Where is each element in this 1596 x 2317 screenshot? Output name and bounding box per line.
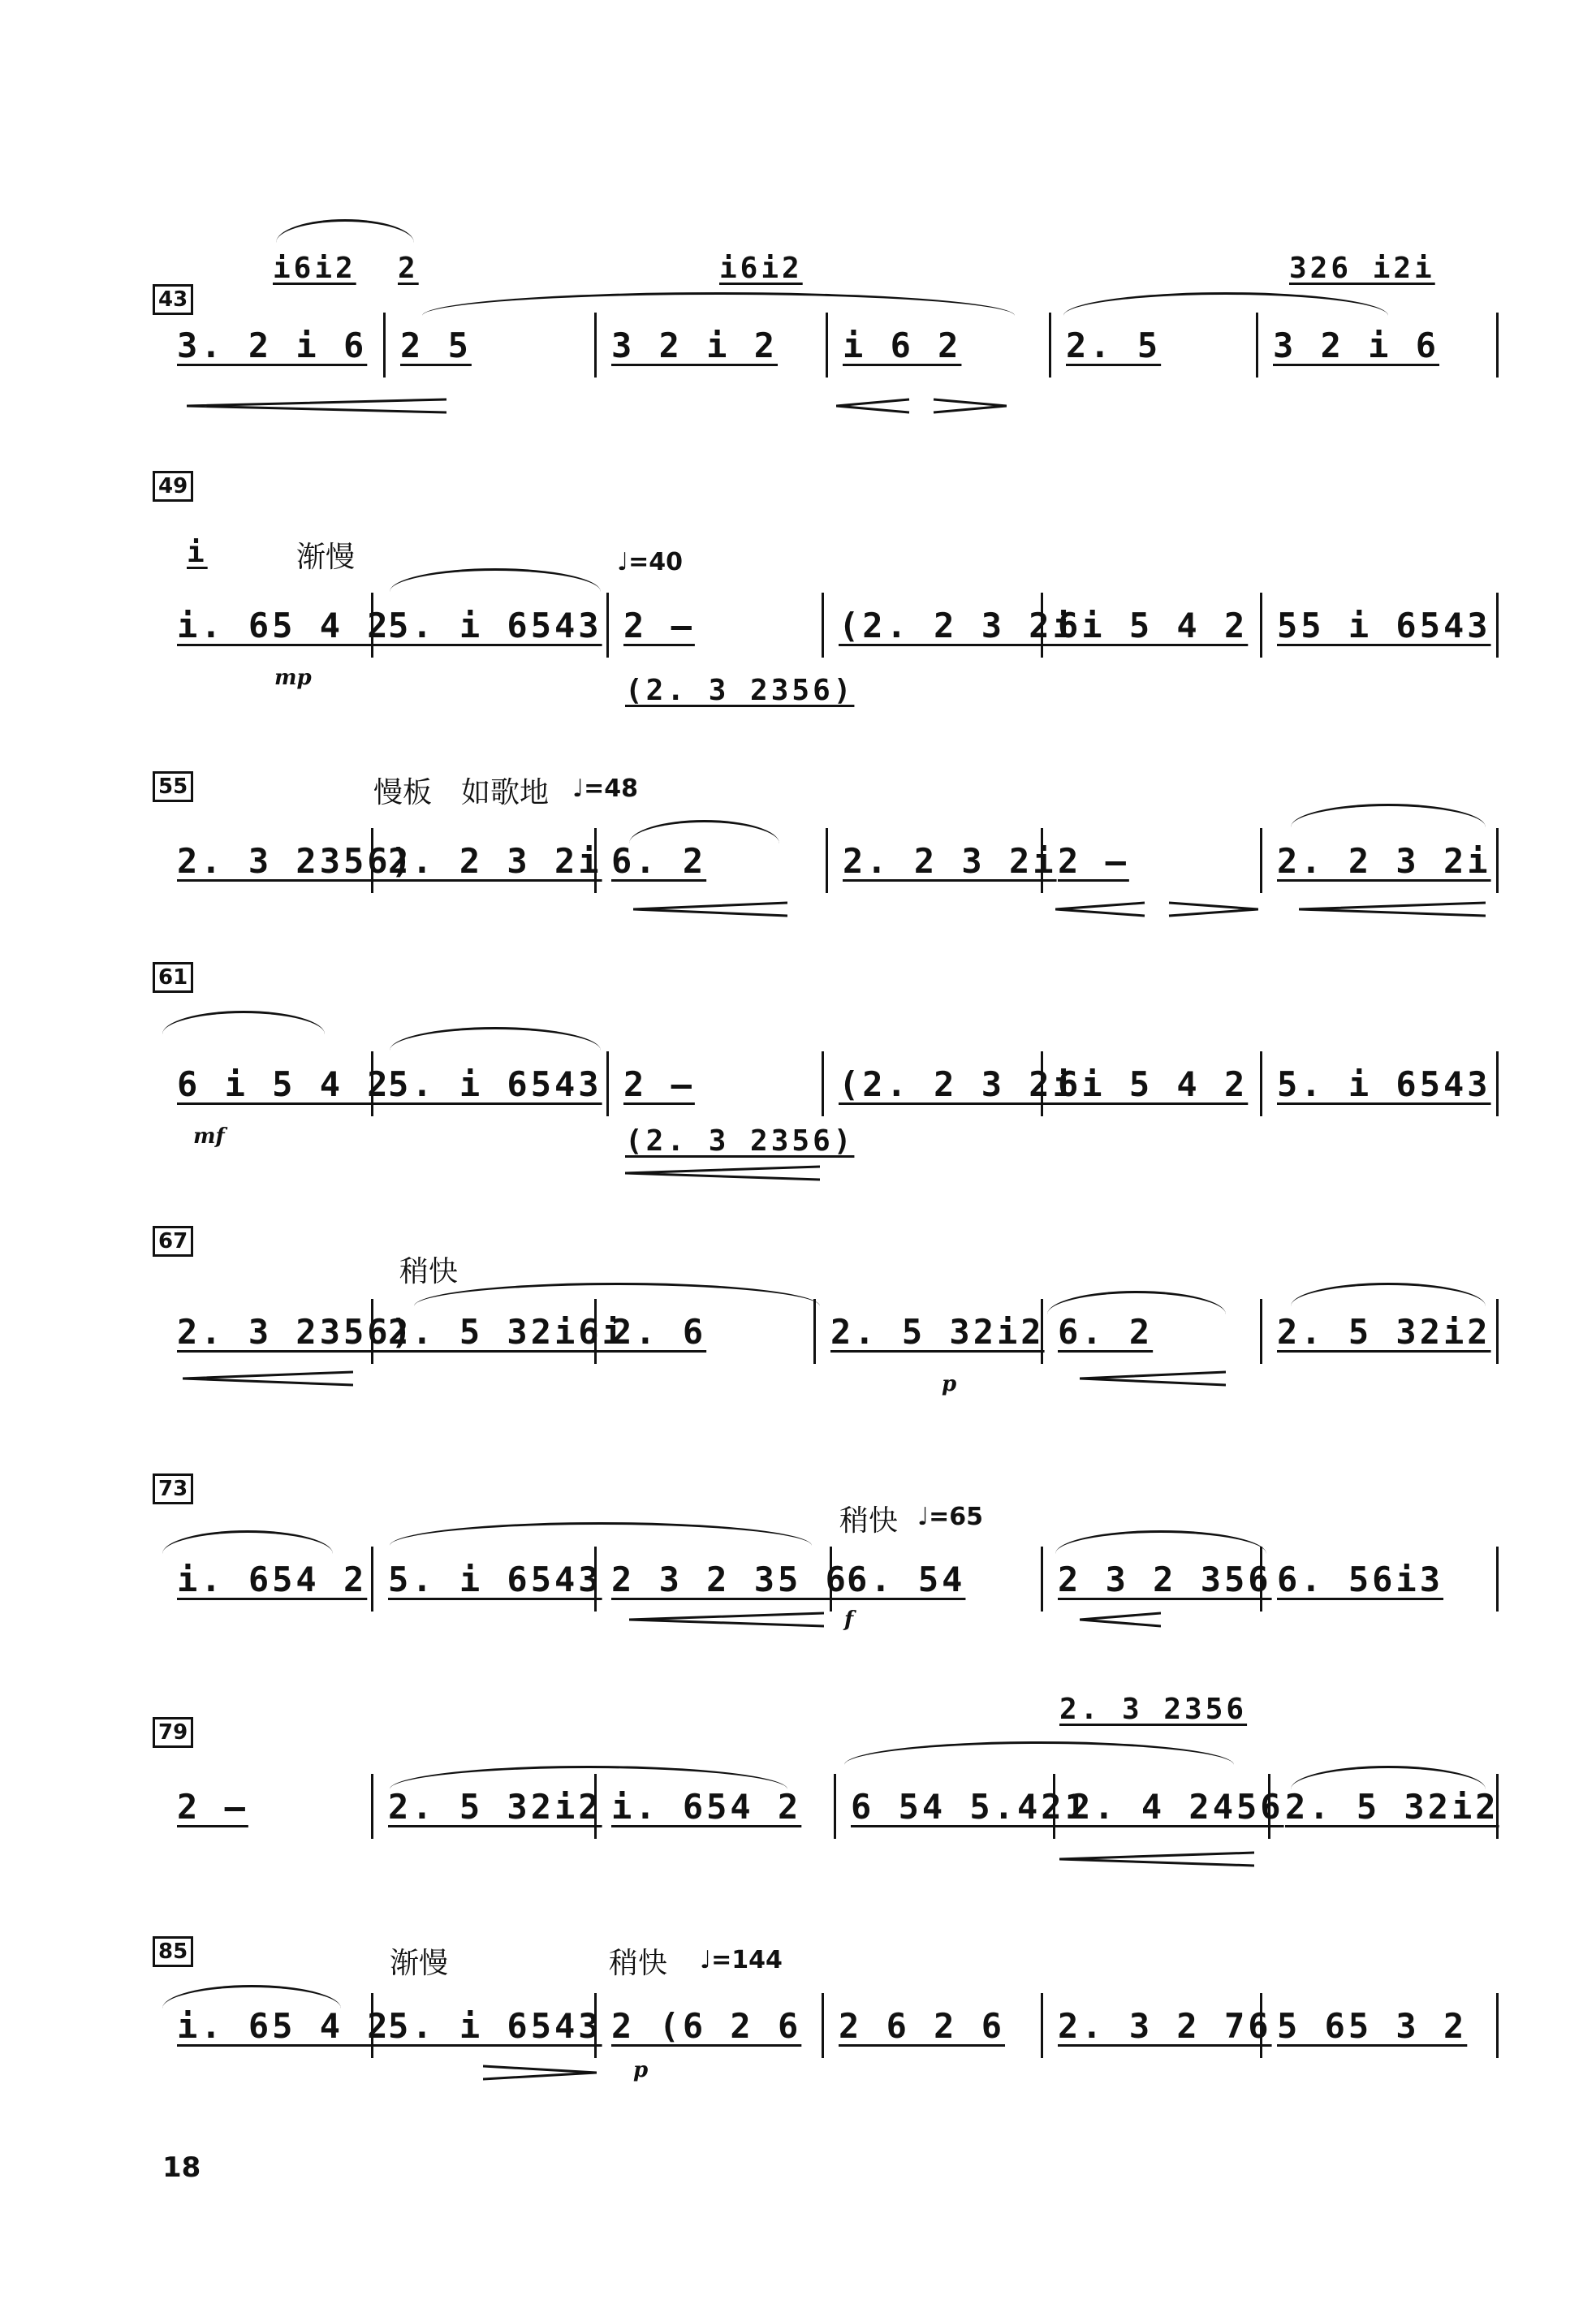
measure — [828, 313, 1051, 378]
measure — [1270, 1774, 1499, 1839]
crescendo-hairpin — [1059, 1851, 1254, 1867]
measure — [162, 593, 391, 658]
measure-notes: 2. 3 2356) — [177, 840, 415, 881]
measure-notes: 2. 4 2456 — [1070, 1786, 1284, 1827]
staff — [162, 1993, 1499, 2058]
measure-number: 85 — [153, 1936, 193, 1967]
measure-notes: 2 – — [1058, 840, 1129, 881]
dynamic-marking: mp — [274, 666, 312, 690]
cresc-decresc-hairpin — [836, 398, 1007, 414]
measure — [1262, 1299, 1499, 1364]
measure-notes: 6. 2 — [611, 840, 707, 881]
slur — [1291, 804, 1486, 827]
measure — [373, 1051, 609, 1116]
measure — [824, 1993, 1043, 2058]
metronome-mark: ♩=144 — [700, 1946, 783, 1974]
measure-notes: 2. 5 — [1066, 325, 1162, 365]
staff — [162, 1547, 1499, 1612]
crescendo-hairpin — [1080, 1612, 1161, 1628]
measure — [828, 828, 1057, 893]
measure-notes: 5. i 6543 — [388, 605, 602, 645]
measure — [162, 313, 386, 378]
measure — [824, 593, 1076, 658]
measure-notes: (2. 2 3 2i — [839, 1064, 1076, 1104]
tempo-marking: 稍快 — [839, 1504, 899, 1538]
slur — [390, 568, 601, 592]
measure-notes: 2. 5 32i2 — [1285, 1786, 1499, 1827]
measure-notes: 2 5 — [400, 325, 472, 365]
measure — [386, 313, 597, 378]
dynamic-marking: p — [633, 2058, 649, 2082]
measure-notes: 5. i 6543 — [388, 1064, 602, 1104]
crescendo-hairpin — [629, 1612, 824, 1628]
measure-notes: 2. 5 32i2 — [388, 1786, 602, 1827]
measure — [162, 828, 415, 893]
measure-notes: i. 654 2 — [611, 1786, 802, 1827]
measure-notes: i. 65 4 2 — [177, 605, 391, 645]
measure — [1262, 1993, 1499, 2058]
measure-notes: 2 – — [177, 1786, 248, 1827]
measure — [1043, 1993, 1272, 2058]
measure — [1043, 593, 1262, 658]
measure — [1043, 828, 1262, 893]
measure-number: 61 — [153, 962, 193, 993]
crescendo-hairpin — [187, 398, 446, 414]
measure — [816, 1299, 1043, 1364]
measure-number: 79 — [153, 1717, 193, 1748]
measure-notes: 6 i 5 4 2 — [177, 1064, 391, 1104]
measure-notes: 2. 6 — [611, 1311, 707, 1352]
measure-number: 49 — [153, 471, 193, 502]
measure — [373, 1993, 602, 2058]
crescendo-hairpin — [1299, 901, 1486, 917]
measure — [597, 1547, 849, 1612]
measure-notes: 2. 2 3 2i — [388, 840, 602, 881]
measure-notes: i 6 2 — [843, 325, 962, 365]
measure — [373, 1299, 626, 1364]
measure — [1043, 1051, 1262, 1116]
measure — [1258, 313, 1499, 378]
measure-notes: 2. 5 32i2 — [830, 1311, 1045, 1352]
measure-notes: 5 65 3 2 — [1277, 2005, 1468, 2046]
measure-notes: 2 – — [623, 1064, 695, 1104]
measure-notes: 6i 5 4 2 — [1058, 605, 1249, 645]
measure — [597, 1299, 816, 1364]
measure-notes: 2. 5 32i6i — [388, 1311, 626, 1352]
measure — [1043, 1547, 1272, 1612]
measure-notes: 3. 2 i 6 — [177, 325, 368, 365]
page-number: 18 — [162, 2151, 201, 2184]
measure — [824, 1051, 1076, 1116]
measure — [832, 1547, 1043, 1612]
measure-notes: 6. 2 — [1058, 1311, 1154, 1352]
measure — [373, 1774, 602, 1839]
slur — [162, 1011, 325, 1034]
measure — [162, 1547, 373, 1612]
measure-notes: i. 65 4 2 — [177, 2005, 391, 2046]
expression-marking: 如歌地 — [461, 776, 550, 809]
tempo-marking: 慢板 — [373, 776, 433, 809]
crescendo-hairpin — [633, 901, 787, 917]
upper-voice: 326 i2i — [1289, 252, 1435, 285]
measure — [1055, 1774, 1284, 1839]
measure — [373, 593, 609, 658]
measure — [1043, 1299, 1262, 1364]
measure — [1051, 313, 1258, 378]
upper-voice: i6i2 — [273, 252, 356, 285]
measure — [162, 1299, 415, 1364]
dynamic-marking: mf — [193, 1124, 225, 1149]
measure-notes: i. 654 2 — [177, 1559, 368, 1599]
measure-number: 55 — [153, 771, 193, 802]
upper-voice: 2. 3 2356 — [1059, 1693, 1248, 1726]
measure-notes: 6. 56i3 — [1277, 1559, 1444, 1599]
metronome-mark: ♩=40 — [617, 548, 684, 576]
tempo-marking: 渐慢 — [390, 1947, 449, 1980]
measure-number: 43 — [153, 284, 193, 315]
lower-voice: (2. 3 2356) — [625, 1124, 855, 1158]
measure-notes: 5. i 6543 — [388, 2005, 602, 2046]
measure — [609, 593, 824, 658]
staff — [162, 1051, 1499, 1116]
dynamic-marking: f — [844, 1607, 854, 1632]
crescendo-hairpin — [625, 1165, 820, 1181]
measure-notes: 3 2 i 2 — [611, 325, 779, 365]
measure — [373, 1547, 602, 1612]
decrescendo-hairpin — [483, 2065, 597, 2081]
measure-number: 67 — [153, 1226, 193, 1257]
measure — [836, 1774, 1089, 1839]
staff — [162, 313, 1499, 378]
crescendo-hairpin — [1080, 1370, 1226, 1387]
measure-notes: 2 (6 2 6 — [611, 2005, 802, 2046]
measure-notes: 6 54 5.421 — [851, 1786, 1089, 1827]
measure — [1262, 593, 1499, 658]
measure — [373, 828, 602, 893]
measure-number: 73 — [153, 1473, 193, 1504]
staff — [162, 1299, 1499, 1364]
dynamic-marking: p — [942, 1372, 957, 1396]
measure-notes: 55 i 6543 — [1277, 605, 1491, 645]
measure-notes: 2 3 2 35 6 — [611, 1559, 849, 1599]
measure — [162, 1774, 373, 1839]
staff — [162, 1774, 1499, 1839]
measure — [597, 313, 828, 378]
slur — [276, 219, 414, 243]
measure-notes: 2 3 2 356 — [1058, 1559, 1272, 1599]
upper-voice: 2 — [398, 252, 419, 285]
measure-notes: 2. 3 2 76 — [1058, 2005, 1272, 2046]
measure — [162, 1993, 391, 2058]
measure-notes: 2. 3 2356) — [177, 1311, 415, 1352]
measure — [597, 1774, 836, 1839]
measure — [1262, 1547, 1499, 1612]
upper-voice: i6i2 — [719, 252, 803, 285]
slur — [844, 1741, 1234, 1765]
measure-notes: 5. i 6543 — [1277, 1064, 1491, 1104]
measure — [597, 1993, 824, 2058]
measure-notes: 6. 54 — [847, 1559, 966, 1599]
measure-notes: 6i 5 4 2 — [1058, 1064, 1249, 1104]
cresc-decresc-hairpin — [1055, 901, 1258, 917]
staff — [162, 828, 1499, 893]
measure-notes: 2 – — [623, 605, 695, 645]
measure-notes: 2 6 2 6 — [839, 2005, 1006, 2046]
measure — [162, 1051, 391, 1116]
measure — [609, 1051, 824, 1116]
metronome-mark: ♩=65 — [917, 1503, 984, 1531]
measure-notes: 2. 2 3 2i — [1277, 840, 1491, 881]
upper-voice: i — [187, 536, 208, 569]
measure-notes: 2. 5 32i2 — [1277, 1311, 1491, 1352]
measure-notes: 2. 2 3 2i — [843, 840, 1057, 881]
measure — [597, 828, 828, 893]
lower-voice: (2. 3 2356) — [625, 674, 855, 707]
metronome-mark: ♩=48 — [572, 774, 639, 803]
measure — [1262, 1051, 1499, 1116]
slur — [390, 1522, 812, 1546]
slur — [390, 1027, 601, 1051]
tempo-marking: 稍快 — [399, 1255, 459, 1288]
tempo-marking: 渐慢 — [296, 541, 356, 574]
measure-notes: (2. 2 3 2i — [839, 605, 1076, 645]
tempo-marking: 稍快 — [609, 1947, 668, 1980]
crescendo-hairpin — [183, 1370, 353, 1387]
measure-notes: 3 2 i 6 — [1273, 325, 1440, 365]
measure — [1262, 828, 1499, 893]
staff — [162, 593, 1499, 658]
measure-notes: 5. i 6543 — [388, 1559, 602, 1599]
